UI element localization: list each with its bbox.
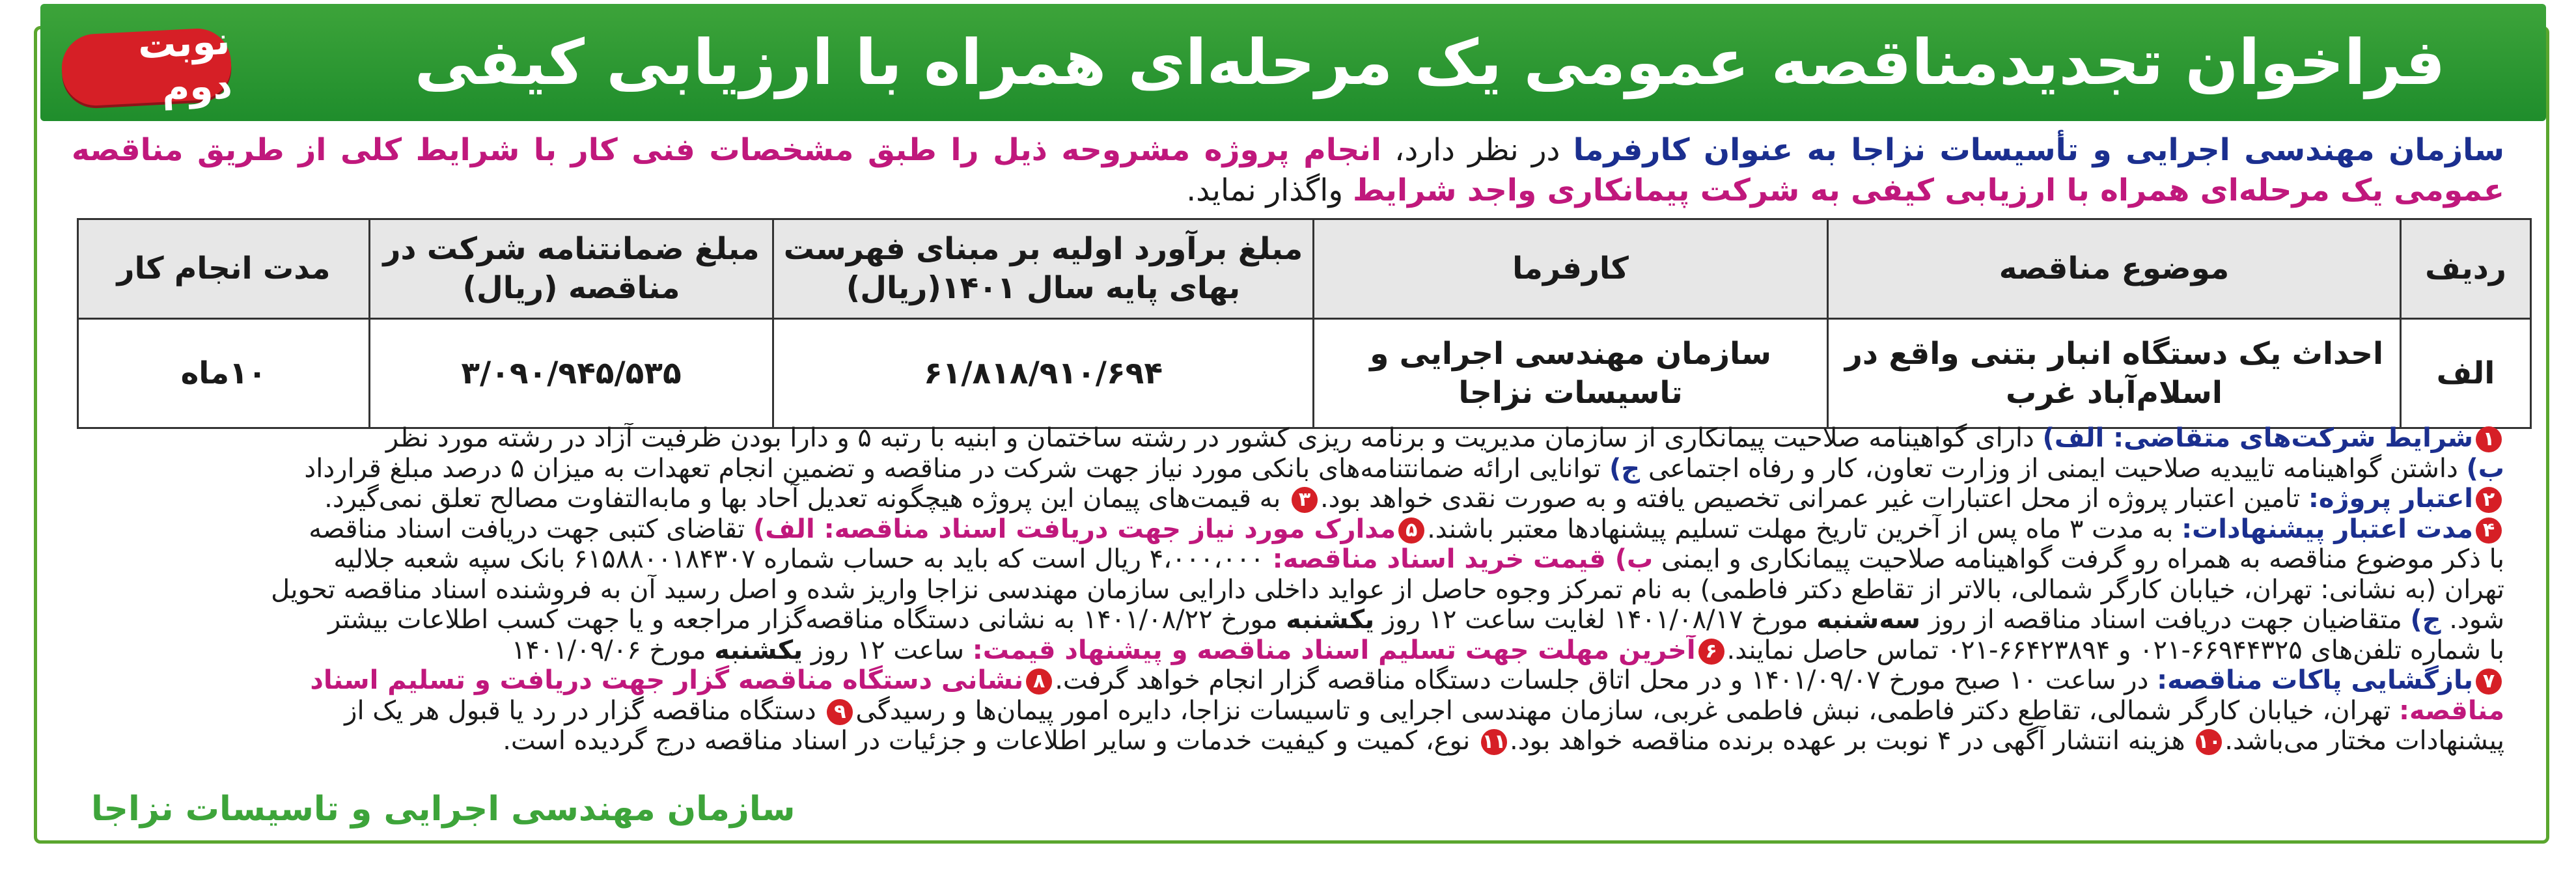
line-7-label: ج) xyxy=(2410,605,2441,635)
table-row xyxy=(78,319,2531,428)
item-number: ۲ xyxy=(2476,487,2502,513)
cell-estimate: ۶۱/۸۱۸/۹۱۰/۶۹۴ xyxy=(773,319,1314,428)
line-7-text-4: مورخ ۱۴۰۱/۰۸/۲۲ به نشانی دستگاه مناقصه‌گزار مراجعه و یا جهت کسب اطلاعات بیشتر xyxy=(328,605,1286,635)
cell-row: الف xyxy=(2401,319,2531,428)
item-number: ۹ xyxy=(827,699,853,725)
line-7-text-3: مورخ ۱۴۰۱/۰۸/۱۷ لغایت ساعت ۱۲ روز xyxy=(1374,605,1817,635)
line-7-day: سه‌شنبه xyxy=(1816,605,1920,635)
line-8-text-3: مورخ ۱۴۰۱/۰۹/۰۶ xyxy=(511,635,715,665)
line-2-label-2: ج) xyxy=(1609,453,1641,484)
line-2 xyxy=(77,454,2504,484)
line-9-text: در ساعت ۱۰ صبح مورخ ۱۴۰۱/۰۹/۰۷ و در محل اتاق جلسات دستگاه مناقصه گزار انجام خواهد گرفت. xyxy=(1055,665,2157,695)
col-employer: کارفرما xyxy=(1314,219,1828,319)
line-7-text-2: متقاضیان جهت دریافت اسناد مناقصه از روز xyxy=(1920,605,2411,635)
line-11-text-3: نوع، کمیت و کیفیت خدمات و سایر اطلاعات و جزئیات در اسناد مناقصه درج گردیده است. xyxy=(503,726,1478,756)
table-header-row xyxy=(78,219,2531,319)
line-1 xyxy=(77,423,2504,454)
line-2-label: ب) xyxy=(2466,453,2504,484)
line-7-text: شود. xyxy=(2441,605,2504,635)
item-number: ۱۰ xyxy=(2196,729,2222,755)
title-banner xyxy=(40,4,2546,121)
line-8-text: با شماره تلفن‌های ۶۶۹۴۴۳۲۵-۰۲۱ و ۶۶۴۲۳۸۹۴-۰۲۱ تماس حاصل نمایند. xyxy=(1726,635,2504,665)
tender-table xyxy=(77,218,2532,429)
item-number: ۴ xyxy=(2476,517,2502,544)
line-9-heading: بازگشایی پاکات مناقصه: xyxy=(2157,665,2473,695)
line-8-day: یکشنبه xyxy=(714,635,803,665)
line-9-heading-2: نشانی دستگاه مناقصه گزار جهت دریافت و تسلیم اسناد xyxy=(310,665,1024,695)
item-number: ۸ xyxy=(1026,669,1052,695)
line-10 xyxy=(77,696,2504,726)
conditions-text xyxy=(77,423,2504,756)
intro-org: سازمان مهندسی اجرایی و تأسیسات نزاجا به عنوان کارفرما xyxy=(1573,132,2504,168)
intro-highlight: انجام پروژه مشروحه ذیل را طبق مشخصات فنی کار با شرایط کلی از طریق مناقصه عمومی یک مرحله‌ای همراه با ارزیابی کیفی به شرکت پیمانکاری واجد شرایط xyxy=(72,132,2504,208)
intro-end: واگذار نماید. xyxy=(1186,172,1353,208)
line-8-heading: آخرین مهلت جهت تسلیم اسناد مناقصه و پیشنهاد قیمت: xyxy=(972,635,1696,665)
line-2-text: داشتن گواهینامه تاییدیه صلاحیت ایمنی از وزارت تعاون، کار و رفاه اجتماعی xyxy=(1640,453,2467,484)
line-7 xyxy=(77,605,2504,635)
item-number: ۶ xyxy=(1698,639,1724,665)
line-9 xyxy=(77,665,2504,696)
line-5 xyxy=(77,544,2504,575)
intro-paragraph xyxy=(72,130,2504,211)
line-11 xyxy=(77,726,2504,756)
col-row: ردیف xyxy=(2401,219,2531,319)
item-number: ۱۱ xyxy=(1481,729,1507,755)
line-11-text-2: هزینه انتشار آگهی در ۴ نوبت بر عهده برنده مناقصه خواهد بود. xyxy=(1510,726,2194,756)
cell-employer: سازمان مهندسی اجرایی و تاسیسات نزاجا xyxy=(1314,319,1828,428)
line-3 xyxy=(77,484,2504,514)
line-4-text-2: تقاضای کتبی جهت دریافت اسناد مناقصه xyxy=(309,514,753,544)
round-badge: نوبت دوم xyxy=(60,27,232,107)
line-4-text: به مدت ۳ ماه پس از آخرین تاریخ مهلت تسلیم پیشنهادها معتبر باشند. xyxy=(1427,514,2182,544)
item-number: ۷ xyxy=(2476,669,2502,695)
line-5-heading: ب) قیمت خرید اسناد مناقصه: xyxy=(1272,544,1654,574)
col-duration: مدت انجام کار xyxy=(78,219,370,319)
line-3-heading: اعتبار پروژه: xyxy=(2308,484,2473,514)
col-estimate: مبلغ برآورد اولیه بر مبنای فهرست بهای پایه سال ۱۴۰۱(ریال) xyxy=(773,219,1314,319)
line-10-text: تهران، خیابان کارگر شمالی، تقاطع دکتر فاطمی، نبش فاطمی غربی، سازمان مهندسی اجرایی و تاسیسات نزاجا، دایره امور پیمان‌ها و رسیدگی xyxy=(855,695,2400,726)
line-1-text: دارای گواهینامه صلاحیت پیمانکاری از سازمان مدیریت و برنامه ریزی کشور در رشته ساختمان و ابنیه با رتبه ۵ و دارا بودن ظرفیت آزاد در رشته مورد نظر xyxy=(385,423,2043,453)
line-3-text: تامین اعتبار پروژه از محل اعتبارات غیر عمرانی تخصیص یافته و به صورت نقدی خواهد بود. xyxy=(1320,484,2308,514)
footer-org: سازمان مهندسی اجرایی و تاسیسات نزاجا xyxy=(91,790,796,829)
line-1-heading: شرایط شرکت‌های متقاضی: الف) xyxy=(2042,423,2473,453)
item-number: ۱ xyxy=(2476,426,2502,452)
line-3-text-2: به قیمت‌های پیمان این پروژه هیچگونه تعدیل آحاد بها و مابه‌التفاوت مصالح تعلق نمی‌گیرد. xyxy=(324,484,1289,514)
line-8 xyxy=(77,635,2504,666)
cell-subject: احداث یک دستگاه انبار بتنی واقع در اسلام‌آباد غرب xyxy=(1828,319,2401,428)
line-5-text-2: ۴،۰۰۰،۰۰۰ ریال است که باید به حساب شماره ۶۱۵۸۸۰۰۱۸۴۳۰۷ بانک سپه شعبه جلالیه xyxy=(333,544,1273,574)
cell-guarantee: ۳/۰۹۰/۹۴۵/۵۳۵ xyxy=(370,319,773,428)
line-6 xyxy=(77,575,2504,605)
line-4-heading: مدت اعتبار پیشنهادات: xyxy=(2181,514,2473,544)
item-number: ۳ xyxy=(1292,487,1318,513)
line-8-text-2: ساعت ۱۲ روز xyxy=(803,635,973,665)
line-4 xyxy=(77,514,2504,545)
line-10-heading: مناقصه: xyxy=(2399,695,2504,726)
line-4-heading-2: مدارک مورد نیاز جهت دریافت اسناد مناقصه: الف) xyxy=(753,514,1396,544)
col-subject: موضوع مناقصه xyxy=(1828,219,2401,319)
col-guarantee: مبلغ ضمانتنامه شرکت در مناقصه (ریال) xyxy=(370,219,773,319)
item-number: ۵ xyxy=(1398,517,1424,544)
line-7-day-2: یکشنبه xyxy=(1286,605,1375,635)
intro-text: در نظر دارد، xyxy=(1381,132,1573,168)
line-11-text: پیشنهادات مختار می‌باشد. xyxy=(2224,726,2504,756)
cell-duration: ۱۰ماه xyxy=(78,319,370,428)
line-5-text: با ذکر موضوع مناقصه به همراه رو گرفت گواهینامه صلاحیت پیمانکاری و ایمنی xyxy=(1653,544,2504,574)
line-2-text-2: توانایی ارائه ضمانتنامه‌های بانکی مورد نیاز جهت شرکت در مناقصه و تضمین انجام تعهدات به میزان ۵ درصد مبلغ قرارداد xyxy=(304,453,1609,484)
notice-title: فراخوان تجدیدمناقصه عمومی یک مرحله‌ای همراه با ارزیابی کیفی xyxy=(414,26,2446,99)
line-6-text: تهران (به نشانی: تهران، خیابان کارگر شمالی، بالاتر از تقاطع دکتر فاطمی) به نام تمرکز وجوه حاصل از عواید داخلی دارایی سازمان مهندسی نزاجا واریز شده و اصل رسید آن به فروشنده اسناد مناقصه تحویل xyxy=(271,574,2504,605)
line-10-text-2: دستگاه مناقصه گزار در رد یا قبول هر یک از xyxy=(344,695,825,726)
